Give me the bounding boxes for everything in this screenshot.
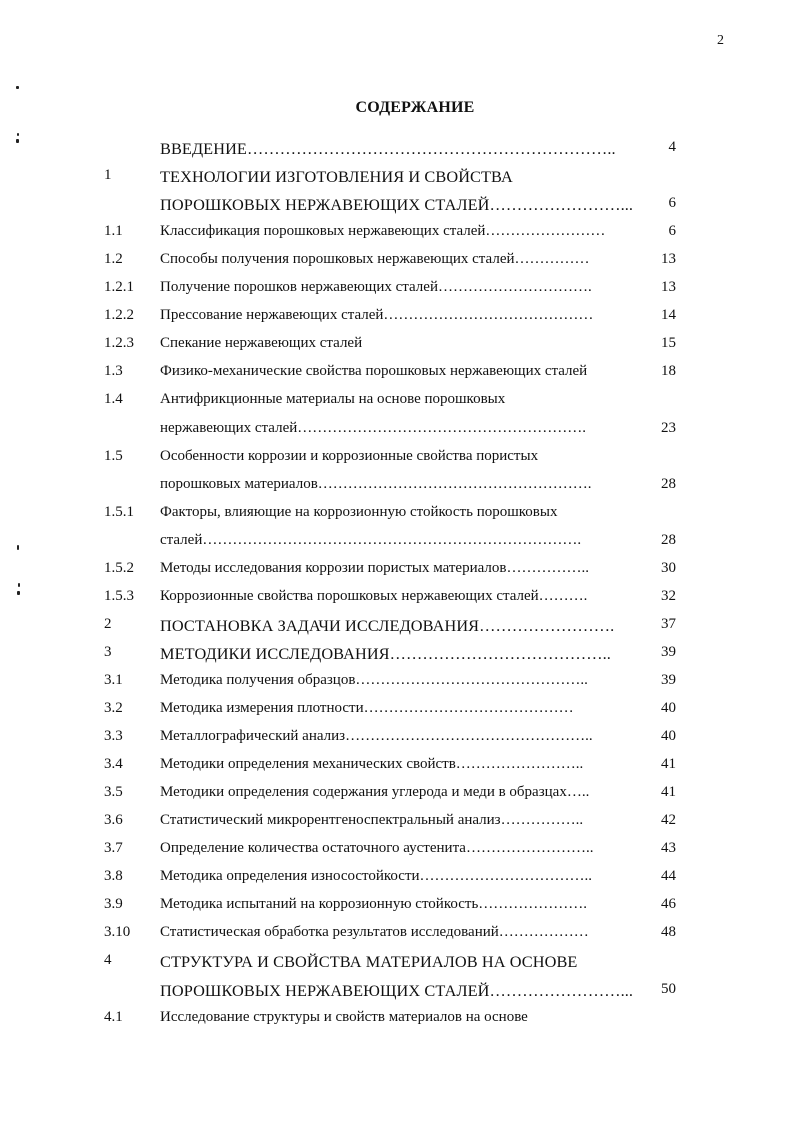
toc-entry-page: 32 xyxy=(661,588,676,604)
toc-entry-page: 44 xyxy=(661,868,676,884)
toc-entry xyxy=(0,1009,792,1033)
toc-entry-number: 3.5 xyxy=(104,784,123,800)
toc-entry-title: Определение количества остаточного аустенита…………………….. xyxy=(160,840,594,856)
toc-entry xyxy=(0,448,792,472)
toc-entry-title: сталей…………………………………………………………………. xyxy=(160,532,582,548)
toc-entry-page: 4 xyxy=(668,139,676,155)
toc-entry xyxy=(0,644,792,668)
toc-entry xyxy=(0,672,792,696)
toc-entry-title: Факторы, влияющие на коррозионную стойкость порошковых xyxy=(160,504,558,520)
toc-entry-number: 4 xyxy=(104,952,112,968)
toc-entry-page: 41 xyxy=(661,756,676,772)
scan-speck xyxy=(17,591,20,595)
toc-entry-page: 41 xyxy=(661,784,676,800)
toc-entry xyxy=(0,840,792,864)
toc-entry xyxy=(0,588,792,612)
toc-entry-number: 3.7 xyxy=(104,840,123,856)
page-title: СОДЕРЖАНИЕ xyxy=(355,99,475,116)
toc-entry xyxy=(0,391,792,415)
toc-entry-number: 3.2 xyxy=(104,700,123,716)
toc-entry-number: 1.2.2 xyxy=(104,307,134,323)
toc-entry-page: 43 xyxy=(661,840,676,856)
toc-entry-number: 3.4 xyxy=(104,756,123,772)
toc-entry-number: 1.3 xyxy=(104,363,123,379)
toc-entry-title: Физико-механические свойства порошковых нержавеющих сталей xyxy=(160,363,588,379)
toc-entry-title: Статистический микрорентгеноспектральный анализ…………….. xyxy=(160,812,584,828)
toc-entry xyxy=(0,363,792,387)
toc-entry-title: порошковых материалов………………………………………………. xyxy=(160,476,592,492)
toc-entry xyxy=(0,223,792,247)
toc-entry-title: Методы исследования коррозии пористых материалов…………….. xyxy=(160,560,589,576)
toc-entry-page: 50 xyxy=(661,981,676,997)
toc-entry-page: 23 xyxy=(661,420,676,436)
toc-entry xyxy=(0,812,792,836)
toc-entry xyxy=(0,700,792,724)
toc-entry-page: 6 xyxy=(668,223,676,239)
toc-entry-title: Методика определения износостойкости…………………………….. xyxy=(160,868,593,884)
toc-entry-title: нержавеющих сталей…………………………………………………. xyxy=(160,420,586,436)
toc-entry-title: Получение порошков нержавеющих сталей…………………………. xyxy=(160,279,592,295)
toc-entry xyxy=(0,756,792,780)
toc-entry-page: 18 xyxy=(661,363,676,379)
toc-entry xyxy=(0,476,792,500)
toc-entry-number: 1.5.1 xyxy=(104,504,134,520)
toc-entry xyxy=(0,195,792,219)
toc-entry xyxy=(0,924,792,948)
toc-entry-title: Методики определения механических свойств…………………….. xyxy=(160,756,584,772)
toc-entry xyxy=(0,532,792,556)
toc-entry-page: 37 xyxy=(661,616,676,632)
toc-entry xyxy=(0,896,792,920)
toc-entry-title: Методика измерения плотности…………………………………… xyxy=(160,700,574,716)
toc-entry xyxy=(0,728,792,752)
toc-entry-page: 39 xyxy=(661,672,676,688)
toc-entry-page: 28 xyxy=(661,532,676,548)
toc-entry-title: Антифрикционные материалы на основе порошковых xyxy=(160,391,506,407)
toc-entry-title: Методика испытаний на коррозионную стойкость…………………. xyxy=(160,896,588,912)
toc-entry-page: 39 xyxy=(661,644,676,660)
toc-entry-title: ТЕХНОЛОГИИ ИЗГОТОВЛЕНИЯ И СВОЙСТВА xyxy=(160,167,513,186)
toc-entry xyxy=(0,952,792,976)
toc-entry xyxy=(0,981,792,1005)
toc-entry-number: 1.1 xyxy=(104,223,123,239)
toc-entry-number: 3.6 xyxy=(104,812,123,828)
toc-entry xyxy=(0,307,792,331)
toc-entry-number: 1.2 xyxy=(104,251,123,267)
toc-entry-title: ПОСТАНОВКА ЗАДАЧИ ИССЛЕДОВАНИЯ……………………. xyxy=(160,616,615,635)
toc-entry xyxy=(0,420,792,444)
toc-entry-number: 3.3 xyxy=(104,728,123,744)
toc-entry xyxy=(0,251,792,275)
toc-entry-title: Статистическая обработка результатов исследований……………… xyxy=(160,924,589,940)
toc-entry-number: 1 xyxy=(104,167,112,183)
toc-entry-title: Спекание нержавеющих сталей xyxy=(160,335,363,351)
toc-entry xyxy=(0,279,792,303)
toc-entry xyxy=(0,784,792,808)
toc-entry-page: 28 xyxy=(661,476,676,492)
toc-entry-number: 2 xyxy=(104,616,112,632)
toc-entry-page: 42 xyxy=(661,812,676,828)
toc-entry-page: 30 xyxy=(661,560,676,576)
toc-entry-number: 3.8 xyxy=(104,868,123,884)
toc-entry-title: Классификация порошковых нержавеющих сталей…………………… xyxy=(160,223,606,239)
scan-speck xyxy=(16,139,19,143)
toc-entry xyxy=(0,560,792,584)
toc-entry xyxy=(0,139,792,163)
toc-entry-page: 48 xyxy=(661,924,676,940)
toc-entry xyxy=(0,335,792,359)
scan-speck xyxy=(17,133,19,136)
toc-entry-title: ПОРОШКОВЫХ НЕРЖАВЕЮЩИХ СТАЛЕЙ……………………... xyxy=(160,981,634,1000)
toc-entry xyxy=(0,868,792,892)
toc-entry-number: 1.2.1 xyxy=(104,279,134,295)
scan-speck xyxy=(16,86,19,89)
toc-entry-number: 1.5.2 xyxy=(104,560,134,576)
scan-speck xyxy=(17,545,19,550)
toc-entry xyxy=(0,504,792,528)
page-number: 2 xyxy=(717,33,724,48)
toc-entry-title: Исследование структуры и свойств материалов на основе xyxy=(160,1009,528,1025)
toc-entry-title: Методика получения образцов……………………………………….. xyxy=(160,672,588,688)
toc-entry-title: СТРУКТУРА И СВОЙСТВА МАТЕРИАЛОВ НА ОСНОВЕ xyxy=(160,952,578,971)
toc-entry-number: 3 xyxy=(104,644,112,660)
toc-entry-page: 14 xyxy=(661,307,676,323)
toc-entry-number: 3.10 xyxy=(104,924,131,940)
toc-entry-page: 6 xyxy=(668,195,676,211)
toc-entry-page: 15 xyxy=(661,335,676,351)
scan-speck xyxy=(18,583,20,587)
toc-entry-number: 1.4 xyxy=(104,391,123,407)
toc-entry-number: 1.5 xyxy=(104,448,123,464)
toc-entry-title: ПОРОШКОВЫХ НЕРЖАВЕЮЩИХ СТАЛЕЙ……………………... xyxy=(160,195,634,214)
toc-entry-number: 3.1 xyxy=(104,672,123,688)
toc-entry xyxy=(0,167,792,191)
toc-entry-title: Коррозионные свойства порошковых нержавеющих сталей………. xyxy=(160,588,588,604)
toc-entry-title: ВВЕДЕНИЕ………………………………………………………….. xyxy=(160,139,616,158)
toc-entry-title: Способы получения порошковых нержавеющих сталей…………… xyxy=(160,251,590,267)
toc-entry-title: Металлографический анализ………………………………………….. xyxy=(160,728,593,744)
toc-entry-title: Методики определения содержания углерода и меди в образцах….. xyxy=(160,784,590,800)
toc-entry-title: Прессование нержавеющих сталей…………………………………… xyxy=(160,307,594,323)
toc-entry-page: 13 xyxy=(661,251,676,267)
toc-entry-number: 1.2.3 xyxy=(104,335,134,351)
toc-entry-number: 4.1 xyxy=(104,1009,123,1025)
toc-entry-number: 3.9 xyxy=(104,896,123,912)
toc-entry-page: 46 xyxy=(661,896,676,912)
toc-entry-title: МЕТОДИКИ ИССЛЕДОВАНИЯ………………………………….. xyxy=(160,644,611,663)
toc-entry-page: 40 xyxy=(661,728,676,744)
toc-entry-page: 40 xyxy=(661,700,676,716)
toc-entry xyxy=(0,616,792,640)
toc-entry-title: Особенности коррозии и коррозионные свойства пористых xyxy=(160,448,539,464)
toc-entry-page: 13 xyxy=(661,279,676,295)
toc-entry-number: 1.5.3 xyxy=(104,588,134,604)
